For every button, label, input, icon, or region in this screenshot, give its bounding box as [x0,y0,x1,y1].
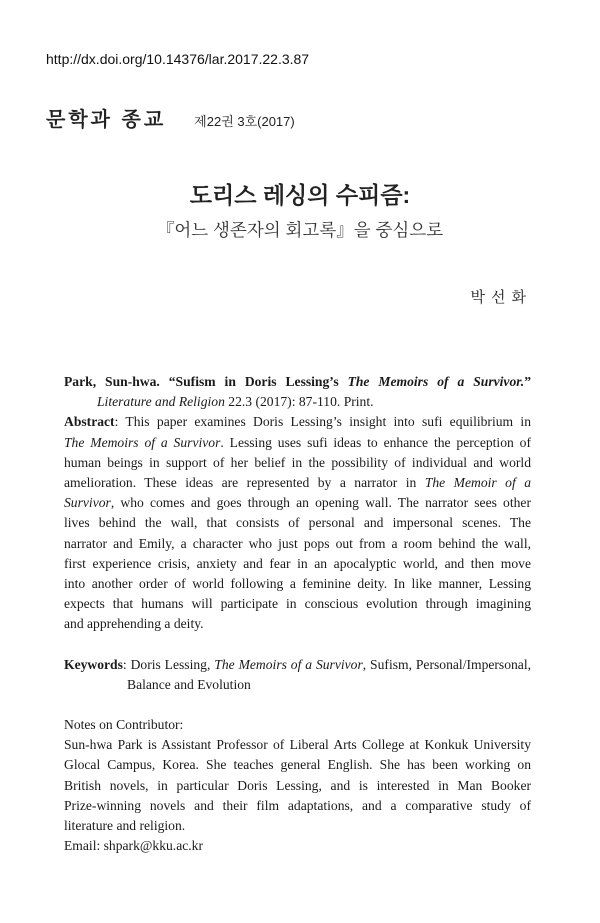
keywords-label: Keywords [64,656,123,672]
abstract-line: first experience crisis, anxiety and fear in an apocalyptic world, and then move [64,555,531,571]
keywords-line-1: Keywords: Doris Lessing, The Memoirs of a Survivor, Sufism, Personal/Impersonal, [64,656,532,672]
paper-subtitle: 『어느 생존자의 회고록』을 중심으로 [156,220,444,240]
paper-body [64,372,531,856]
journal-header [46,103,295,132]
abstract-line: Survivor, who comes and goes through an opening wall. The narrator sees other [64,495,531,511]
citation-work-title: The Memoirs of a Survivor. [347,374,525,389]
contributor-line: British novels, in particular Doris Lessing, and is interested in Man Booker [64,777,531,793]
contributor-line: literature and religion. [64,818,186,834]
spacer [64,635,531,655]
citation-line-2: Literature and Religion 22.3 (2017): 87-110. Print. [97,394,374,410]
abstract-line: lives behind the wall, that consists of personal and impersonal scenes. The [64,515,531,531]
contributor-email[interactable]: Email: shpark@kku.ac.kr [64,838,203,854]
contributor-line: Sun-hwa Park is Assistant Professor of Liberal Arts College at Konkuk University [64,737,531,753]
abstract-line: narrator and Emily, a character who just pops out from a room behind the wall, [64,535,531,551]
abstract-line: Abstract: This paper examines Doris Lessing’s insight into sufi equilibrium in [64,414,531,430]
paper-title: 도리스 레싱의 수피즘: [189,182,411,208]
abstract-line: expects that humans will participate in conscious evolution through imagining [64,596,531,612]
abstract-line: human beings in support of her belief in the possibility of individual and world [64,454,531,470]
journal-name: 문학과 종교 [46,109,167,131]
abstract-label: Abstract [64,414,115,430]
author-name: 박선화 [470,289,532,306]
contributor-heading: Notes on Contributor: [64,717,184,733]
abstract-line: into another order of world following a feminine deity. In like manner, Lessing [64,576,531,592]
citation-line-1: Park, Sun-hwa. “Sufism in Doris Lessing’s The Memoirs of a Survivor.” [64,374,531,389]
keywords-line-2: Balance and Evolution [127,676,251,692]
spacer [64,695,531,715]
abstract-line: and apprehending a deity. [64,616,204,632]
doi-link[interactable]: http://dx.doi.org/10.14376/lar.2017.22.3.87 [46,51,310,67]
abstract-line: The Memoirs of a Survivor. Lessing uses sufi ideas to enhance the perception of [64,434,531,450]
citation-journal: Literature and Religion [97,394,225,410]
contributor-line: Glocal Campus, Korea. She teaches general English. She has been working on [64,757,531,773]
contributor-line: Prize-winning novels and their film adaptations, and a comparative study of [64,797,531,813]
journal-issue: 제22권 3호(2017) [194,114,295,129]
abstract-line: amelioration. These ideas are represented by a narrator in The Memoir of a [64,475,531,491]
